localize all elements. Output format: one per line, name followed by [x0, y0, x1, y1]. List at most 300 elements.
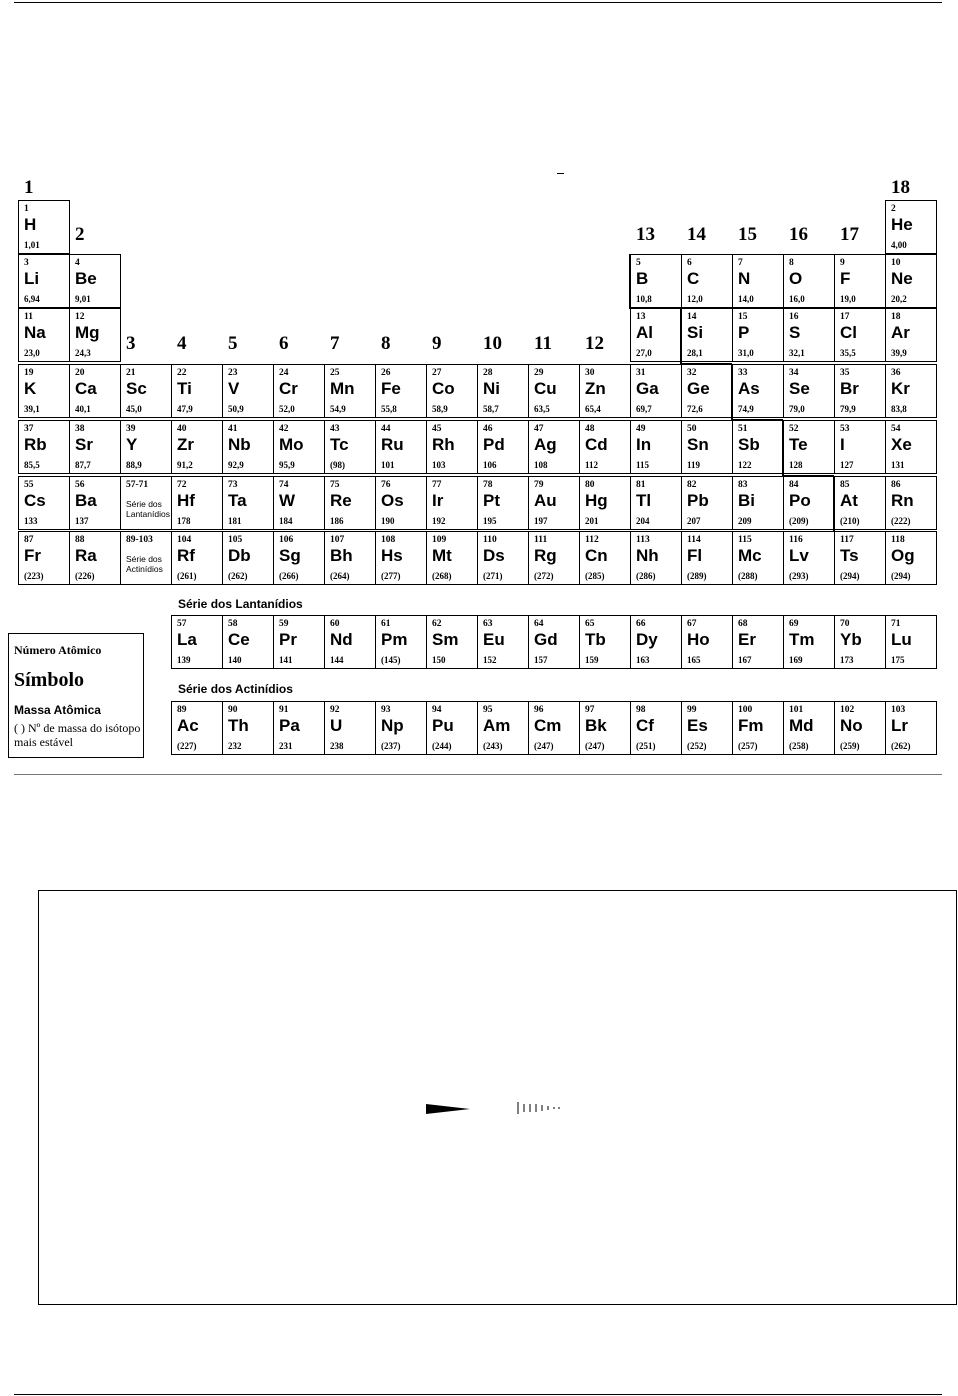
atomic-mass: 88,9	[126, 460, 142, 470]
element-symbol: Bh	[330, 546, 353, 565]
element-symbol: Cu	[534, 379, 557, 398]
element-symbol: Bi	[738, 491, 755, 510]
element-cell	[630, 701, 682, 755]
element-symbol: Ni	[483, 379, 500, 398]
atomic-mass: 58,9	[432, 404, 448, 414]
atomic-number: 29	[534, 368, 544, 378]
atomic-number: 25	[330, 368, 340, 378]
element-cell	[375, 364, 427, 418]
atomic-number: 68	[738, 619, 748, 629]
element-cell	[681, 476, 733, 530]
atomic-number: 43	[330, 424, 340, 434]
atomic-mass: (252)	[687, 741, 707, 751]
atomic-number: 35	[840, 368, 850, 378]
element-cell	[324, 364, 376, 418]
element-symbol: Sg	[279, 546, 301, 565]
element-symbol: Ba	[75, 491, 97, 510]
atomic-number: 59	[279, 619, 289, 629]
atomic-number: 117	[840, 535, 854, 545]
element-symbol: O	[789, 269, 803, 288]
element-cell	[579, 420, 631, 474]
atomic-mass: 141	[279, 655, 293, 665]
element-cell	[630, 615, 682, 669]
atomic-number: 15	[738, 312, 748, 322]
atomic-number: 11	[24, 312, 33, 322]
atomic-mass: 79,0	[789, 404, 805, 414]
atomic-mass: 91,2	[177, 460, 193, 470]
atomic-number: 16	[789, 312, 799, 322]
atomic-number: 56	[75, 480, 85, 490]
element-cell	[222, 476, 274, 530]
element-cell	[885, 701, 937, 755]
element-cell	[834, 308, 886, 362]
atomic-number: 78	[483, 480, 493, 490]
atomic-number: 55	[24, 480, 34, 490]
atomic-mass: 14,0	[738, 294, 754, 304]
element-symbol: Cm	[534, 716, 562, 735]
element-cell	[120, 420, 172, 474]
atomic-mass: 204	[636, 516, 650, 526]
atomic-mass: (226)	[75, 571, 95, 581]
atomic-number: 80	[585, 480, 595, 490]
element-cell	[426, 364, 478, 418]
element-symbol: Sr	[75, 435, 93, 454]
element-cell	[630, 364, 682, 418]
atomic-mass: (209)	[789, 516, 809, 526]
atomic-mass: 165	[687, 655, 701, 665]
atomic-mass: 131	[891, 460, 905, 470]
atomic-number: 50	[687, 424, 697, 434]
atomic-number: 49	[636, 424, 646, 434]
element-cell	[324, 615, 376, 669]
element-cell	[885, 364, 937, 418]
atomic-number: 93	[381, 705, 391, 715]
element-cell	[171, 531, 223, 585]
element-symbol: H	[24, 215, 37, 234]
atomic-number: 39	[126, 424, 136, 434]
element-cell	[783, 364, 835, 418]
atomic-number: 4	[75, 258, 80, 268]
element-cell	[528, 701, 580, 755]
element-symbol: Cl	[840, 323, 857, 342]
element-symbol: Ca	[75, 379, 97, 398]
atomic-mass: 16,0	[789, 294, 805, 304]
group-number-8: 8	[381, 333, 391, 354]
atomic-mass: 85,5	[24, 460, 40, 470]
element-symbol: Li	[24, 269, 40, 288]
element-cell	[885, 308, 937, 362]
atomic-number: 46	[483, 424, 493, 434]
atomic-mass: 178	[177, 516, 191, 526]
element-cell	[834, 531, 886, 585]
element-cell	[273, 531, 325, 585]
element-cell	[222, 420, 274, 474]
element-cell	[630, 420, 682, 474]
element-symbol: Te	[789, 435, 808, 454]
atomic-number: 28	[483, 368, 493, 378]
atomic-number: 106	[279, 535, 294, 545]
atomic-number: 34	[789, 368, 799, 378]
element-symbol: Co	[432, 379, 455, 398]
atomic-mass: 10,8	[636, 294, 652, 304]
element-cell	[885, 200, 937, 254]
element-symbol: I	[840, 435, 845, 454]
group-number-9: 9	[432, 333, 442, 354]
atomic-number: 113	[636, 535, 650, 545]
atomic-mass: (264)	[330, 571, 350, 581]
atomic-number: 27	[432, 368, 442, 378]
staircase-line	[731, 364, 733, 420]
element-cell	[324, 701, 376, 755]
element-cell	[273, 364, 325, 418]
element-symbol: Mg	[75, 323, 100, 342]
atomic-number: 84	[789, 480, 799, 490]
atomic-mass: 128	[789, 460, 803, 470]
element-cell	[834, 420, 886, 474]
element-cell	[732, 364, 784, 418]
element-cell	[18, 254, 70, 308]
element-symbol: Ds	[483, 546, 505, 565]
atomic-mass: 79,9	[840, 404, 856, 414]
group-number-15: 15	[738, 224, 757, 245]
element-symbol: Hf	[177, 491, 195, 510]
atomic-number: 77	[432, 480, 442, 490]
element-cell	[732, 420, 784, 474]
atomic-number: 62	[432, 619, 442, 629]
element-cell	[528, 531, 580, 585]
element-cell	[783, 476, 835, 530]
element-symbol: Sb	[738, 435, 760, 454]
atomic-number: 47	[534, 424, 544, 434]
element-symbol: W	[279, 491, 296, 510]
element-cell	[426, 701, 478, 755]
atomic-mass: 24,3	[75, 348, 91, 358]
element-cell	[69, 308, 121, 362]
element-cell	[834, 254, 886, 308]
element-cell	[681, 254, 733, 308]
atomic-mass: 238	[330, 741, 344, 751]
atomic-mass: 9,01	[75, 294, 91, 304]
element-symbol: Cs	[24, 491, 46, 510]
atomic-number: 66	[636, 619, 646, 629]
atomic-number: 114	[687, 535, 701, 545]
atomic-number: 6	[687, 258, 692, 268]
atomic-number: 8	[789, 258, 794, 268]
element-symbol: Ti	[177, 379, 192, 398]
element-symbol: Cr	[279, 379, 298, 398]
atomic-mass: (266)	[279, 571, 299, 581]
atomic-mass: 184	[279, 516, 293, 526]
atomic-number: 13	[636, 312, 646, 322]
atomic-mass: 175	[891, 655, 905, 665]
element-symbol: Lr	[891, 716, 908, 735]
element-symbol: Hg	[585, 491, 608, 510]
element-symbol: Ar	[891, 323, 910, 342]
atomic-number: 2	[891, 204, 896, 214]
element-cell	[528, 364, 580, 418]
atomic-mass: 47,9	[177, 404, 193, 414]
atomic-mass: (210)	[840, 516, 860, 526]
atomic-number: 32	[687, 368, 697, 378]
atomic-number: 101	[789, 705, 804, 715]
element-symbol: Zn	[585, 379, 606, 398]
element-cell	[477, 364, 529, 418]
atomic-number: 36	[891, 368, 901, 378]
atomic-number: 81	[636, 480, 646, 490]
atomic-mass: 152	[483, 655, 497, 665]
element-symbol: Bk	[585, 716, 607, 735]
element-symbol: Ho	[687, 630, 710, 649]
atomic-number: 38	[75, 424, 85, 434]
atomic-mass: (98)	[330, 460, 345, 470]
atomic-number: 24	[279, 368, 289, 378]
atomic-mass: 122	[738, 460, 752, 470]
atomic-number: 104	[177, 535, 192, 545]
element-symbol: Po	[789, 491, 811, 510]
element-cell	[273, 476, 325, 530]
atomic-mass: 144	[330, 655, 344, 665]
atomic-number: 103	[891, 705, 906, 715]
element-symbol: V	[228, 379, 240, 398]
group-number-7: 7	[330, 333, 340, 354]
atomic-mass: 167	[738, 655, 752, 665]
element-symbol: Au	[534, 491, 557, 510]
element-cell	[681, 364, 733, 418]
table-bottom-rule	[14, 774, 942, 775]
element-symbol: Mc	[738, 546, 762, 565]
series-placeholder-cell	[120, 531, 172, 585]
atomic-mass: 50,9	[228, 404, 244, 414]
atomic-number: 53	[840, 424, 850, 434]
group-number-5: 5	[228, 333, 238, 354]
atomic-number: 102	[840, 705, 855, 715]
atomic-number: 22	[177, 368, 187, 378]
element-symbol: Ru	[381, 435, 404, 454]
element-cell	[171, 476, 223, 530]
atomic-number: 97	[585, 705, 595, 715]
atomic-mass: (222)	[891, 516, 911, 526]
atomic-mass: 74,9	[738, 404, 754, 414]
staircase-line	[629, 254, 631, 308]
element-cell	[783, 254, 835, 308]
atomic-mass: 133	[24, 516, 38, 526]
element-cell	[18, 200, 70, 254]
atomic-number: 87	[24, 535, 34, 545]
element-symbol: Th	[228, 716, 249, 735]
atomic-number: 37	[24, 424, 34, 434]
atomic-number: 64	[534, 619, 544, 629]
element-cell	[375, 615, 427, 669]
atomic-mass: (258)	[789, 741, 809, 751]
element-symbol: Br	[840, 379, 859, 398]
atomic-mass: 232	[228, 741, 242, 751]
element-cell	[579, 364, 631, 418]
element-symbol: Al	[636, 323, 653, 342]
atomic-mass: 103	[432, 460, 446, 470]
element-cell	[477, 531, 529, 585]
element-symbol: Og	[891, 546, 915, 565]
atomic-number: 42	[279, 424, 289, 434]
element-symbol: Np	[381, 716, 404, 735]
atomic-mass: (244)	[432, 741, 452, 751]
atomic-mass: 163	[636, 655, 650, 665]
atomic-number: 10	[891, 258, 901, 268]
element-cell	[477, 420, 529, 474]
element-symbol: Tm	[789, 630, 815, 649]
element-symbol: Mo	[279, 435, 304, 454]
element-cell	[834, 364, 886, 418]
atomic-number: 75	[330, 480, 340, 490]
group-number-6: 6	[279, 333, 289, 354]
atomic-mass: 72,6	[687, 404, 703, 414]
tick-marks-icon	[515, 1101, 565, 1115]
element-cell	[579, 476, 631, 530]
element-cell	[579, 615, 631, 669]
element-symbol: Am	[483, 716, 511, 735]
atomic-mass: 209	[738, 516, 752, 526]
atomic-number: 85	[840, 480, 850, 490]
atomic-number: 57-71	[126, 480, 149, 490]
atomic-mass: 127	[840, 460, 854, 470]
element-cell	[834, 701, 886, 755]
atomic-number: 108	[381, 535, 396, 545]
element-symbol: Ir	[432, 491, 444, 510]
element-symbol: Lv	[789, 546, 809, 565]
atomic-number: 3	[24, 258, 29, 268]
element-symbol: Rb	[24, 435, 47, 454]
atomic-mass: (223)	[24, 571, 44, 581]
legend-atomic-number: Número Atômico	[14, 643, 102, 657]
element-symbol: Rh	[432, 435, 455, 454]
atomic-number: 110	[483, 535, 497, 545]
element-symbol: Pu	[432, 716, 454, 735]
atomic-number: 18	[891, 312, 901, 322]
staircase-line	[782, 420, 784, 476]
element-symbol: Yb	[840, 630, 862, 649]
element-symbol: S	[789, 323, 801, 342]
element-cell	[375, 476, 427, 530]
atomic-number: 63	[483, 619, 493, 629]
series-reference: Série dos Lantanídios	[126, 499, 170, 519]
atomic-number: 65	[585, 619, 595, 629]
element-symbol: Na	[24, 323, 46, 342]
atomic-mass: 23,0	[24, 348, 40, 358]
atomic-number: 41	[228, 424, 238, 434]
atomic-mass: (259)	[840, 741, 860, 751]
element-cell	[630, 254, 682, 308]
atomic-mass: 108	[534, 460, 548, 470]
group-number-2: 2	[75, 224, 85, 245]
element-symbol: Re	[330, 491, 352, 510]
element-symbol: Tc	[330, 435, 349, 454]
atomic-mass: 112	[585, 460, 599, 470]
element-cell	[732, 615, 784, 669]
element-symbol: B	[636, 269, 649, 288]
staircase-line	[833, 476, 835, 531]
element-symbol: As	[738, 379, 760, 398]
atomic-number: 115	[738, 535, 752, 545]
element-symbol: Lu	[891, 630, 912, 649]
element-symbol: Os	[381, 491, 404, 510]
element-symbol: F	[840, 269, 851, 288]
atomic-number: 70	[840, 619, 850, 629]
element-cell	[885, 476, 937, 530]
element-cell	[171, 701, 223, 755]
atomic-number: 118	[891, 535, 905, 545]
group-number-16: 16	[789, 224, 808, 245]
legend-note: ( ) Nº de massa do isótopo mais estável	[14, 721, 141, 749]
element-symbol: Cf	[636, 716, 654, 735]
element-cell	[528, 615, 580, 669]
element-cell	[171, 420, 223, 474]
atomic-number: 96	[534, 705, 544, 715]
element-cell	[426, 531, 478, 585]
atomic-number: 71	[891, 619, 901, 629]
element-cell	[732, 701, 784, 755]
element-symbol: Fm	[738, 716, 764, 735]
atomic-number: 14	[687, 312, 697, 322]
atomic-mass: 28,1	[687, 348, 703, 358]
staircase-line	[782, 475, 834, 477]
atomic-mass: 139	[177, 655, 191, 665]
element-cell	[732, 531, 784, 585]
atomic-number: 89	[177, 705, 187, 715]
atomic-number: 76	[381, 480, 391, 490]
element-symbol: He	[891, 215, 913, 234]
atomic-mass: 231	[279, 741, 293, 751]
element-cell	[324, 420, 376, 474]
atomic-number: 21	[126, 368, 136, 378]
element-cell	[69, 531, 121, 585]
atomic-number: 9	[840, 258, 845, 268]
atomic-number: 33	[738, 368, 748, 378]
element-cell	[528, 420, 580, 474]
element-symbol: Md	[789, 716, 814, 735]
atomic-mass: 83,8	[891, 404, 907, 414]
atomic-number: 94	[432, 705, 442, 715]
element-cell	[885, 420, 937, 474]
group-number-4: 4	[177, 333, 187, 354]
element-cell	[18, 308, 70, 362]
atomic-mass: (289)	[687, 571, 707, 581]
atomic-mass: 192	[432, 516, 446, 526]
series-placeholder-cell	[120, 476, 172, 530]
element-cell	[681, 701, 733, 755]
atomic-number: 112	[585, 535, 599, 545]
element-cell	[375, 420, 427, 474]
atomic-mass: 54,9	[330, 404, 346, 414]
staircase-line	[731, 419, 783, 421]
element-symbol: C	[687, 269, 700, 288]
atomic-mass: 92,9	[228, 460, 244, 470]
element-symbol: Dy	[636, 630, 658, 649]
element-cell	[120, 364, 172, 418]
atomic-number: 30	[585, 368, 595, 378]
atomic-mass: 201	[585, 516, 599, 526]
element-symbol: Gd	[534, 630, 558, 649]
atomic-mass: 69,7	[636, 404, 652, 414]
group-number-17: 17	[840, 224, 859, 245]
element-cell	[630, 308, 682, 362]
atomic-mass: 12,0	[687, 294, 703, 304]
element-cell	[681, 615, 733, 669]
element-symbol: Ac	[177, 716, 199, 735]
atomic-mass: (288)	[738, 571, 758, 581]
atomic-mass: 58,7	[483, 404, 499, 414]
element-cell	[324, 476, 376, 530]
atomic-mass: 4,00	[891, 240, 907, 250]
atomic-mass: (237)	[381, 741, 401, 751]
